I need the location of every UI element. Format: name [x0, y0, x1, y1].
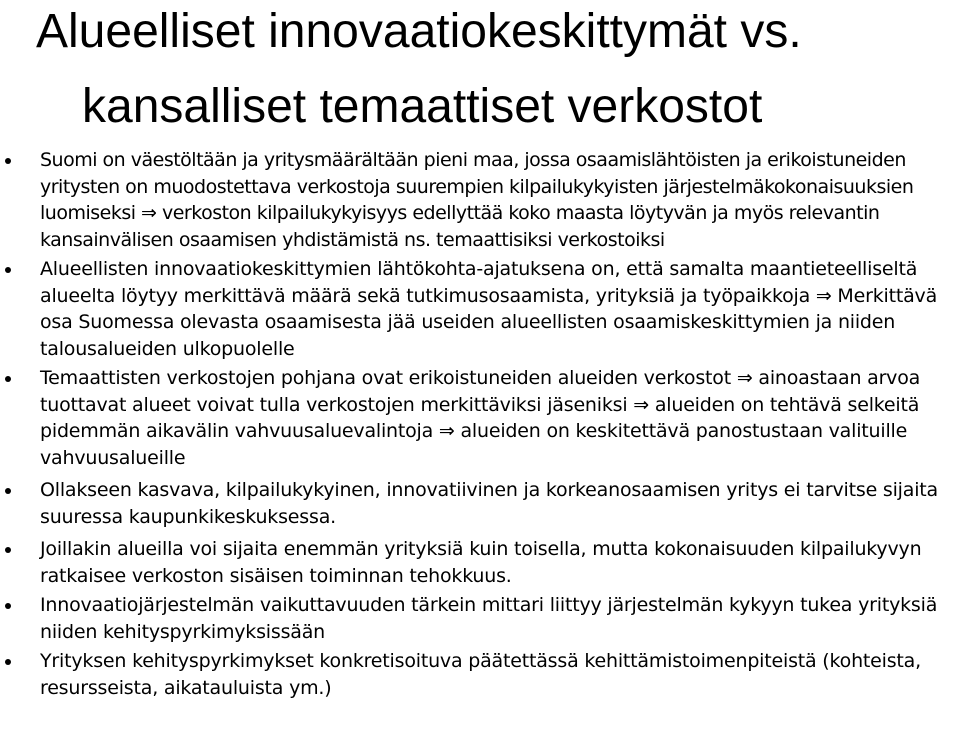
bullet-text: Alueellisten innovaatiokeskittymien lähtökohta-ajatuksena on, että samalta maantieteelliseltä alueelta löytyy merkittävä määrä sekä tutkimusosaamista, yrityksiä ja työpaikkoja ⇒ Merkittävä osa Suomessa olevasta osaamisesta jää useiden alueellisten osaamiskeskittymien ja niiden talousalueiden ulkopuolelle	[40, 258, 938, 360]
bullet-dot-icon	[5, 659, 11, 665]
bullet-text: Suomi on väestöltään ja yritysmäärältään pieni maa, jossa osaamislähtöisten ja erikoistuneiden yritysten on muodostettava verkostoja suurempien kilpailukykyisten järjestelmäkokonaisuuksien luomiseksi ⇒ verkoston kilpailukykyisyys edellyttää koko maasta löytyvän ja myös relevantin kansainvälisen osaamisen yhdistämistä ns. temaattisiksi verkostoiksi	[40, 149, 914, 251]
bullet-item-5	[0, 536, 959, 589]
bullet-item-3	[0, 365, 959, 471]
bullet-text: Joillakin alueilla voi sijaita enemmän yrityksiä kuin toisella, mutta kokonaisuuden kilpailukyvyn ratkaisee verkoston sisäisen toiminnan tehokkuus.	[40, 538, 922, 587]
bullet-list	[0, 147, 959, 701]
bullet-item-4	[0, 477, 959, 530]
bullet-item-1	[0, 147, 959, 253]
bullet-item-6	[0, 592, 959, 645]
bullet-dot-icon	[5, 267, 11, 273]
slide-title	[36, 0, 951, 144]
bullet-text: Yrityksen kehityspyrkimykset konkretisoituva päätettässä kehittämistoimenpiteistä (kohteista, resursseista, aikatauluista ym.)	[40, 650, 921, 699]
bullet-text: Temaattisten verkostojen pohjana ovat erikoistuneiden alueiden verkostot ⇒ ainoastaan arvoa tuottavat alueet voivat tulla verkostojen merkittäviksi jäseniksi ⇒ alueiden on tehtävä selkeitä pidemmän aikavälin vahvuusaluevalintoja ⇒ alueiden on keskitettävä panostustaan valituille vahvuusalueille	[40, 367, 921, 469]
bullet-dot-icon	[5, 158, 11, 164]
title-line-2: kansalliset temaattiset verkostot	[82, 80, 763, 133]
bullet-text: Innovaatiojärjestelmän vaikuttavuuden tärkein mittari liittyy järjestelmän kykyyn tukea yrityksiä niiden kehityspyrkimyksissään	[40, 594, 938, 643]
title-line-1: Alueelliset innovaatiokeskittymät vs.	[36, 5, 802, 58]
bullet-dot-icon	[5, 488, 11, 494]
bullet-dot-icon	[5, 603, 11, 609]
bullet-item-2	[0, 256, 959, 362]
bullet-dot-icon	[5, 547, 11, 553]
bullet-item-7	[0, 648, 959, 701]
bullet-dot-icon	[5, 376, 11, 382]
bullet-text: Ollakseen kasvava, kilpailukykyinen, innovatiivinen ja korkeanosaamisen yritys ei tarvitse sijaita suuressa kaupunkikeskuksessa.	[40, 479, 938, 528]
